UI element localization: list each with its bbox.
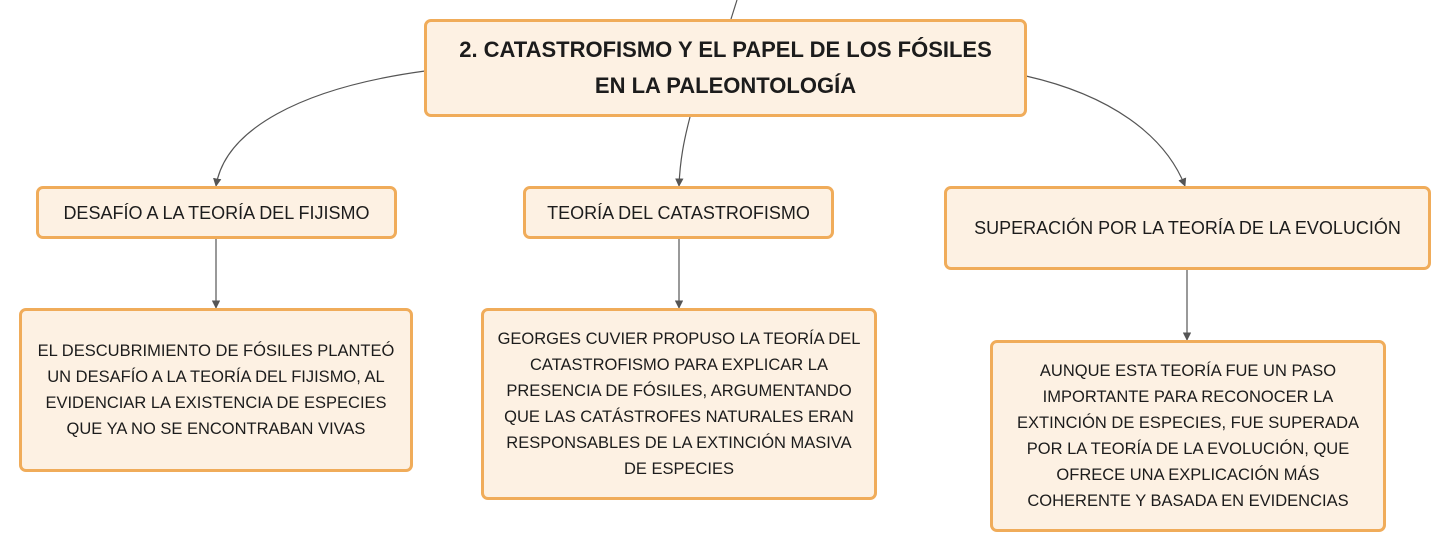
branch-node-fijismo[interactable]	[36, 186, 397, 239]
detail-node-evolucion[interactable]	[990, 340, 1386, 532]
detail-text-catastrofismo: GEORGES CUVIER PROPUSO LA TEORÍA DEL CATASTROFISMO PARA EXPLICAR LA PRESENCIA DE FÓSILES, ARGUMENTANDO QUE LAS CATÁSTROFES NATURALES ERAN RESPONSABLES DE LA EXTINCIÓN MASIVA DE ESPECIES	[497, 330, 861, 478]
detail-node-catastrofismo[interactable]	[481, 308, 877, 500]
detail-text-fijismo: EL DESCUBRIMIENTO DE FÓSILES PLANTEÓ UN DESAFÍO A LA TEORÍA DEL FIJISMO, AL EVIDENCIAR LA EXISTENCIA DE ESPECIES QUE YA NO SE ENCONTRABAN VIVAS	[37, 342, 395, 438]
detail-node-fijismo[interactable]	[19, 308, 413, 472]
branch-title-fijismo: DESAFÍO A LA TEORÍA DEL FIJISMO	[63, 202, 370, 223]
branch-title-evolucion: SUPERACIÓN POR LA TEORÍA DE LA EVOLUCIÓN	[974, 218, 1401, 238]
branch-node-catastrofismo[interactable]	[523, 186, 834, 239]
root-topic-title: 2. CATASTROFISMO Y EL PAPEL DE LOS FÓSILES EN LA PALEONTOLOGÍA	[459, 37, 992, 98]
connector-parent-to-root	[731, 0, 737, 19]
root-topic-node[interactable]	[424, 19, 1027, 117]
connector-root-to-branch-3	[1026, 76, 1185, 186]
connector-root-to-branch-2	[679, 117, 690, 186]
detail-text-evolucion: AUNQUE ESTA TEORÍA FUE UN PASO IMPORTANTE PARA RECONOCER LA EXTINCIÓN DE ESPECIES, FUE SUPERADA POR LA TEORÍA DE LA EVOLUCIÓN, QUE OFRECE UNA EXPLICACIÓN MÁS COHERENTE Y BASADA EN EVIDENCIAS	[1017, 362, 1359, 510]
branch-title-catastrofismo: TEORÍA DEL CATASTROFISMO	[547, 202, 810, 223]
branch-node-evolucion[interactable]	[944, 186, 1431, 270]
connector-root-to-branch-1	[216, 71, 425, 186]
